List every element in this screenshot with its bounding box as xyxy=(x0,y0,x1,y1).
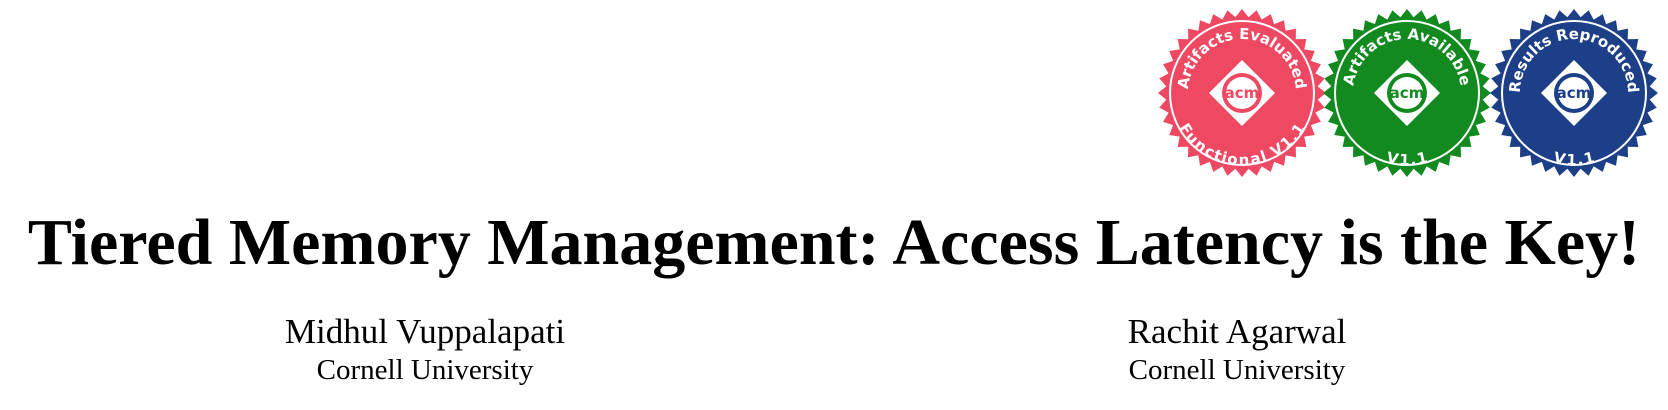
author-affiliation: Cornell University xyxy=(316,354,534,386)
badge-bottom-text: Functional V1.1 xyxy=(1175,120,1309,170)
svg-text:acm: acm xyxy=(1556,84,1592,102)
badge-artifacts-available xyxy=(1322,8,1492,178)
author-block-1 xyxy=(165,312,685,388)
badge-artifacts-available-seal xyxy=(1322,8,1492,178)
author-affiliation: Cornell University xyxy=(1128,354,1346,386)
badge-results-reproduced-seal xyxy=(1489,8,1659,178)
badge-top-text: Artifacts Evaluated xyxy=(1174,24,1310,91)
badge-results-reproduced xyxy=(1489,8,1659,178)
badge-bottom-text: V1.1 xyxy=(1384,148,1430,170)
author-name: Rachit Agarwal xyxy=(1127,312,1347,351)
paper-title: Tiered Memory Management: Access Latency is the Key! xyxy=(27,206,1641,279)
author-block-2 xyxy=(977,312,1497,388)
badge-top-text: Results Reproduced xyxy=(1505,24,1643,94)
svg-text:acm: acm xyxy=(1224,84,1260,102)
badge-bottom-text: V1.1 xyxy=(1551,148,1597,170)
author-name: Midhul Vuppalapati xyxy=(284,312,566,351)
svg-text:acm: acm xyxy=(1389,84,1425,102)
badge-artifacts-evaluated-seal xyxy=(1157,8,1327,178)
badge-artifacts-evaluated xyxy=(1157,8,1327,178)
badge-top-text: Artifacts Available xyxy=(1339,24,1475,88)
